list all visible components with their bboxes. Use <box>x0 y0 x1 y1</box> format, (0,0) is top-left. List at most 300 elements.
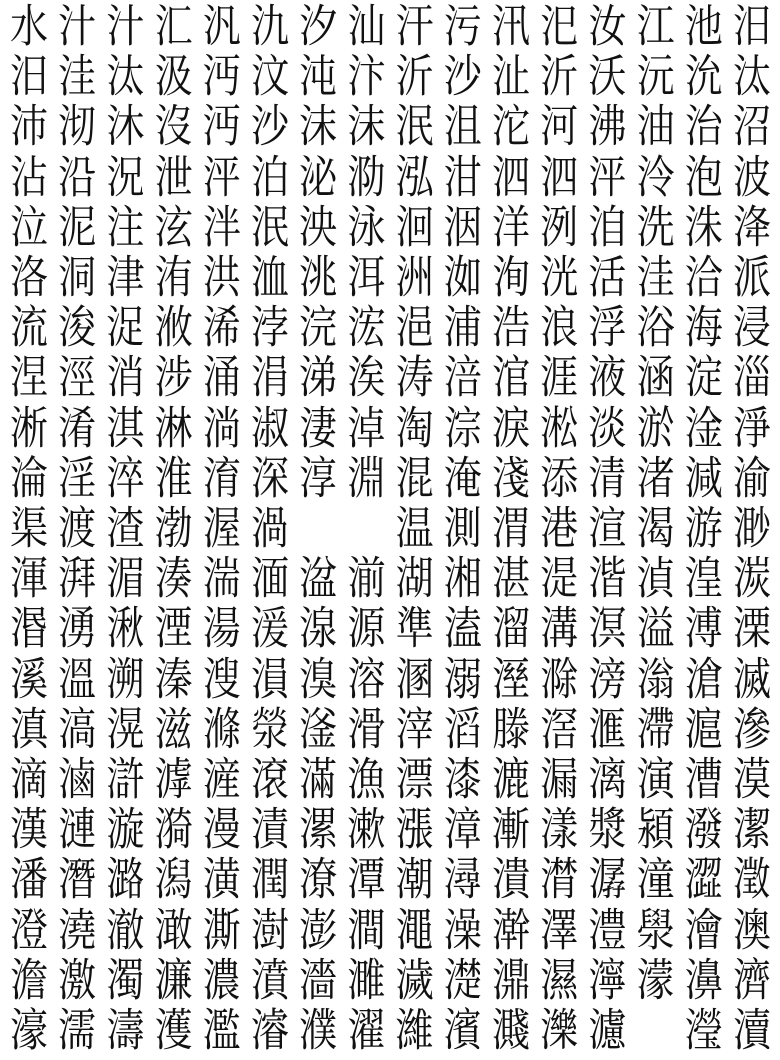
seal-glyph: 演 <box>636 753 675 805</box>
seal-glyph: 洞 <box>58 251 97 303</box>
seal-glyph: 準 <box>395 602 434 655</box>
seal-glyph: 浚 <box>58 301 97 354</box>
seal-glyph: 汗 <box>395 0 434 52</box>
seal-glyph: 汕 <box>347 0 386 52</box>
seal-glyph: 污 <box>443 0 482 52</box>
seal-glyph: 淯 <box>202 451 241 504</box>
seal-glyph: 湖 <box>395 552 434 605</box>
seal-glyph: 濇 <box>299 953 338 1006</box>
seal-glyph: 沐 <box>106 100 145 153</box>
seal-glyph: 洸 <box>540 251 579 303</box>
seal-glyph: 沛 <box>9 100 48 153</box>
seal-glyph: 潑 <box>684 803 723 856</box>
seal-glyph: 澉 <box>154 903 193 956</box>
seal-glyph: 潛 <box>58 853 97 906</box>
seal-glyph: 淖 <box>347 401 386 454</box>
seal-glyph: 泱 <box>299 200 338 253</box>
seal-glyph: 濤 <box>106 1004 145 1056</box>
seal-glyph: 深 <box>250 451 289 504</box>
seal-glyph: 溪 <box>9 652 48 705</box>
seal-glyph: 浮 <box>588 301 627 354</box>
seal-glyph: 涫 <box>491 351 530 404</box>
seal-glyph: 湠 <box>732 552 771 605</box>
seal-glyph: 汛 <box>491 0 530 52</box>
seal-glyph: 滲 <box>732 702 771 755</box>
seal-glyph: 濩 <box>154 1004 193 1056</box>
seal-glyph: 渴 <box>636 502 675 554</box>
seal-glyph: 泐 <box>347 150 386 203</box>
seal-glyph: 淋 <box>154 401 193 454</box>
seal-glyph: 潮 <box>395 853 434 906</box>
seal-glyph: 泗 <box>491 150 530 203</box>
seal-glyph: 汁 <box>106 0 145 52</box>
seal-glyph: 濼 <box>540 1004 579 1056</box>
seal-glyph: 澤 <box>540 903 579 956</box>
seal-glyph: 濋 <box>443 953 482 1006</box>
seal-glyph: 溫 <box>58 652 97 705</box>
seal-glyph: 汇 <box>154 0 193 52</box>
seal-glyph: 潞 <box>106 853 145 906</box>
seal-glyph: 湓 <box>299 552 338 605</box>
seal-glyph: 沮 <box>443 100 482 153</box>
seal-glyph: 漸 <box>491 803 530 856</box>
seal-glyph: 沸 <box>588 100 627 153</box>
seal-glyph: 洄 <box>395 200 434 253</box>
seal-glyph: 渣 <box>106 502 145 554</box>
seal-glyph: 溶 <box>347 652 386 705</box>
seal-glyph: 澍 <box>250 903 289 956</box>
seal-glyph: 渲 <box>588 502 627 554</box>
seal-glyph: 溱 <box>154 652 193 705</box>
seal-glyph: 淮 <box>154 451 193 504</box>
seal-glyph: 泠 <box>636 150 675 203</box>
seal-glyph: 濕 <box>540 953 579 1006</box>
seal-glyph: 沿 <box>58 150 97 203</box>
seal-glyph: 洮 <box>299 251 338 303</box>
seal-glyph: 泣 <box>9 200 48 253</box>
seal-glyph: 漩 <box>106 803 145 856</box>
seal-glyph: 淇 <box>106 401 145 454</box>
seal-glyph: 沼 <box>732 100 771 153</box>
seal-glyph: 潸 <box>540 853 579 906</box>
seal-glyph: 淺 <box>491 451 530 504</box>
seal-glyph: 澂 <box>732 853 771 906</box>
seal-glyph: 淌 <box>202 401 241 454</box>
seal-glyph: 漲 <box>395 803 434 856</box>
seal-glyph: 滎 <box>250 702 289 755</box>
seal-glyph: 注 <box>106 200 145 253</box>
seal-glyph: 溜 <box>491 602 530 655</box>
seal-glyph: 溘 <box>443 602 482 655</box>
seal-glyph: 洌 <box>540 200 579 253</box>
seal-glyph: 濉 <box>347 953 386 1006</box>
seal-glyph: 泮 <box>202 200 241 253</box>
seal-glyph: 涌 <box>202 351 241 404</box>
seal-glyph: 洪 <box>202 251 241 303</box>
seal-glyph: 潦 <box>299 853 338 906</box>
seal-glyph: 汴 <box>347 50 386 103</box>
seal-glyph: 浞 <box>106 301 145 354</box>
seal-glyph: 潁 <box>636 803 675 856</box>
seal-glyph: 潟 <box>154 853 193 906</box>
seal-glyph: 淪 <box>9 451 48 504</box>
seal-glyph: 湛 <box>491 552 530 605</box>
seal-glyph: 液 <box>588 351 627 404</box>
seal-glyph: 泄 <box>154 150 193 203</box>
seal-glyph: 浤 <box>347 301 386 354</box>
seal-glyph: 滾 <box>250 753 289 805</box>
seal-glyph: 洼 <box>636 251 675 303</box>
seal-glyph: 洽 <box>684 251 723 303</box>
seal-glyph: 河 <box>540 100 579 153</box>
seal-glyph: 湧 <box>58 602 97 655</box>
seal-glyph: 温 <box>395 502 434 554</box>
seal-glyph: 淒 <box>299 401 338 454</box>
seal-glyph: 滻 <box>202 753 241 805</box>
seal-glyph: 溧 <box>732 602 771 655</box>
seal-glyph: 沃 <box>588 50 627 103</box>
seal-glyph: 浣 <box>299 301 338 354</box>
seal-glyph: 湟 <box>684 552 723 605</box>
seal-glyph: 漢 <box>9 803 48 856</box>
seal-glyph: 湜 <box>540 552 579 605</box>
seal-glyph: 湔 <box>347 552 386 605</box>
seal-glyph: 浸 <box>732 301 771 354</box>
seal-glyph: 沒 <box>154 100 193 153</box>
seal-glyph: 涕 <box>299 351 338 404</box>
seal-glyph: 渥 <box>202 502 241 554</box>
seal-glyph: 溴 <box>299 652 338 705</box>
seal-glyph: 溷 <box>395 652 434 705</box>
seal-glyph: 涅 <box>9 351 48 404</box>
seal-glyph: 洱 <box>347 251 386 303</box>
seal-glyph: 泌 <box>299 150 338 203</box>
seal-glyph: 滅 <box>732 652 771 705</box>
seal-glyph: 滘 <box>540 702 579 755</box>
seal-glyph: 測 <box>443 502 482 554</box>
seal-glyph: 港 <box>540 502 579 554</box>
seal-glyph: 汁 <box>58 0 97 52</box>
seal-glyph: 潤 <box>250 853 289 906</box>
seal-glyph: 汜 <box>540 0 579 52</box>
seal-glyph: 濠 <box>9 1004 48 1056</box>
seal-glyph: 淙 <box>443 401 482 454</box>
seal-glyph: 源 <box>347 602 386 655</box>
seal-glyph: 滉 <box>106 702 145 755</box>
seal-glyph: 滏 <box>299 702 338 755</box>
seal-glyph: 漾 <box>540 803 579 856</box>
seal-glyph: 漓 <box>588 753 627 805</box>
seal-glyph: 洵 <box>491 251 530 303</box>
seal-glyph: 澹 <box>9 953 48 1006</box>
seal-glyph: 浩 <box>491 301 530 354</box>
seal-glyph: 汐 <box>299 0 338 52</box>
seal-glyph: 漁 <box>347 753 386 805</box>
seal-glyph: 派 <box>732 251 771 303</box>
seal-glyph: 汨 <box>9 50 48 103</box>
seal-glyph: 潔 <box>732 803 771 856</box>
seal-glyph: 濟 <box>732 953 771 1006</box>
seal-glyph: 湝 <box>588 552 627 605</box>
seal-glyph: 泔 <box>443 150 482 203</box>
seal-glyph: 添 <box>540 451 579 504</box>
seal-glyph: 溢 <box>636 602 675 655</box>
seal-glyph: 潢 <box>202 853 241 906</box>
seal-glyph: 溺 <box>443 652 482 705</box>
seal-glyph: 沱 <box>491 100 530 153</box>
seal-glyph: 浡 <box>250 301 289 354</box>
seal-glyph: 洲 <box>395 251 434 303</box>
seal-glyph: 涛 <box>395 351 434 404</box>
seal-glyph: 治 <box>684 100 723 153</box>
seal-glyph: 漱 <box>347 803 386 856</box>
seal-glyph: 沏 <box>58 100 97 153</box>
seal-glyph: 潭 <box>347 853 386 906</box>
seal-glyph: 滃 <box>636 652 675 705</box>
seal-glyph: 濊 <box>395 953 434 1006</box>
seal-glyph: 澈 <box>106 903 145 956</box>
seal-glyph: 江 <box>636 0 675 52</box>
seal-glyph: 渡 <box>58 502 97 554</box>
seal-glyph: 渾 <box>9 552 48 605</box>
seal-glyph: 湫 <box>106 602 145 655</box>
seal-glyph: 澧 <box>588 903 627 956</box>
seal-glyph: 濘 <box>588 953 627 1006</box>
seal-glyph: 滹 <box>154 753 193 805</box>
seal-glyph: 激 <box>58 953 97 1006</box>
seal-glyph: 淤 <box>636 401 675 454</box>
seal-glyph: 淘 <box>395 401 434 454</box>
seal-glyph: 溲 <box>202 652 241 705</box>
seal-glyph: 漪 <box>154 803 193 856</box>
seal-glyph: 滯 <box>636 702 675 755</box>
seal-glyph: 海 <box>684 301 723 354</box>
seal-glyph: 濡 <box>58 1004 97 1056</box>
seal-glyph: 況 <box>106 150 145 203</box>
seal-glyph: 淡 <box>588 401 627 454</box>
seal-glyph: 溟 <box>588 602 627 655</box>
seal-glyph: 池 <box>684 0 723 52</box>
seal-glyph: 淑 <box>250 401 289 454</box>
seal-glyph: 湲 <box>250 602 289 655</box>
seal-glyph: 渭 <box>491 502 530 554</box>
seal-glyph: 洫 <box>250 251 289 303</box>
seal-glyph: 潯 <box>443 853 482 906</box>
seal-glyph: 滓 <box>395 702 434 755</box>
seal-glyph: 漏 <box>540 753 579 805</box>
seal-glyph: 淨 <box>732 401 771 454</box>
seal-glyph: 沔 <box>202 50 241 103</box>
seal-glyph: 漯 <box>299 803 338 856</box>
seal-glyph: 滴 <box>9 753 48 805</box>
seal-glyph: 泫 <box>154 200 193 253</box>
seal-glyph: 滔 <box>443 702 482 755</box>
seal-glyph: 渦 <box>250 502 289 554</box>
seal-glyph: 沾 <box>9 150 48 203</box>
seal-glyph: 洗 <box>636 200 675 253</box>
seal-glyph: 減 <box>684 451 723 504</box>
seal-glyph: 淄 <box>732 351 771 404</box>
seal-glyph: 浦 <box>443 301 482 354</box>
seal-glyph: 泡 <box>684 150 723 203</box>
seal-glyph: 湄 <box>106 552 145 605</box>
seal-glyph: 流 <box>9 301 48 354</box>
seal-glyph: 澮 <box>684 903 723 956</box>
seal-glyph: 沙 <box>443 50 482 103</box>
seal-glyph: 淅 <box>9 401 48 454</box>
seal-glyph: 潼 <box>636 853 675 906</box>
seal-glyph: 滿 <box>299 753 338 805</box>
seal-glyph: 涉 <box>154 351 193 404</box>
seal-glyph: 滁 <box>540 652 579 705</box>
seal-glyph: 泙 <box>202 150 241 203</box>
seal-glyph: 滌 <box>202 702 241 755</box>
seal-glyph: 泊 <box>250 150 289 203</box>
seal-glyph: 漣 <box>58 803 97 856</box>
seal-glyph: 滙 <box>588 702 627 755</box>
seal-glyph: 潘 <box>9 853 48 906</box>
seal-glyph: 沇 <box>684 50 723 103</box>
seal-glyph: 消 <box>106 351 145 404</box>
seal-glyph: 浪 <box>540 301 579 354</box>
seal-glyph: 淆 <box>58 401 97 454</box>
seal-glyph: 濂 <box>154 953 193 1006</box>
seal-glyph: 潺 <box>588 853 627 906</box>
seal-glyph: 沙 <box>250 100 289 153</box>
seal-glyph: 澆 <box>58 903 97 956</box>
seal-glyph: 洼 <box>58 50 97 103</box>
seal-glyph: 滂 <box>588 652 627 705</box>
seal-glyph: 湮 <box>154 602 193 655</box>
seal-glyph: 泗 <box>540 150 579 203</box>
seal-glyph: 漠 <box>732 753 771 805</box>
seal-glyph: 濺 <box>491 1004 530 1056</box>
seal-glyph: 波 <box>732 150 771 203</box>
seal-glyph: 沫 <box>347 100 386 153</box>
seal-glyph: 洙 <box>684 200 723 253</box>
seal-glyph: 渚 <box>636 451 675 504</box>
seal-glyph: 漉 <box>491 753 530 805</box>
seal-glyph: 湣 <box>9 602 48 655</box>
seal-glyph: 湘 <box>443 552 482 605</box>
seal-glyph: 沌 <box>299 50 338 103</box>
seal-glyph: 洇 <box>443 200 482 253</box>
seal-glyph: 湯 <box>202 602 241 655</box>
seal-glyph: 洳 <box>443 251 482 303</box>
seal-glyph: 涘 <box>347 351 386 404</box>
seal-glyph: 滸 <box>106 753 145 805</box>
seal-glyph: 濁 <box>106 953 145 1006</box>
seal-glyph: 汲 <box>154 50 193 103</box>
seal-glyph: 濛 <box>636 953 675 1006</box>
seal-glyph: 澡 <box>443 903 482 956</box>
seal-glyph: 溝 <box>540 602 579 655</box>
seal-glyph: 漳 <box>443 803 482 856</box>
seal-glyph: 涵 <box>636 351 675 404</box>
seal-glyph: 滈 <box>58 702 97 755</box>
seal-glyph: 滷 <box>58 753 97 805</box>
seal-glyph: 淦 <box>684 401 723 454</box>
seal-glyph: 渺 <box>732 502 771 554</box>
seal-glyph: 浠 <box>202 301 241 354</box>
seal-glyph: 漿 <box>588 803 627 856</box>
seal-glyph: 濾 <box>588 1004 627 1056</box>
seal-glyph: 淞 <box>540 401 579 454</box>
seal-glyph: 清 <box>588 451 627 504</box>
seal-glyph: 淵 <box>347 451 386 504</box>
seal-glyph: 渝 <box>732 451 771 504</box>
seal-glyph: 淹 <box>443 451 482 504</box>
seal-glyph: 洎 <box>588 200 627 253</box>
seal-glyph: 淚 <box>491 401 530 454</box>
seal-glyph: 瀆 <box>732 1004 771 1056</box>
seal-glyph: 滕 <box>491 702 530 755</box>
seal-glyph: 湶 <box>299 602 338 655</box>
seal-glyph: 湞 <box>636 552 675 605</box>
seal-glyph: 澳 <box>732 903 771 956</box>
seal-glyph: 油 <box>636 100 675 153</box>
seal-glyph: 汶 <box>250 50 289 103</box>
seal-glyph: 淫 <box>58 451 97 504</box>
seal-glyph: 浟 <box>154 301 193 354</box>
seal-glyph: 渤 <box>154 502 193 554</box>
seal-glyph: 漆 <box>443 753 482 805</box>
seal-glyph: 漬 <box>250 803 289 856</box>
seal-glyph: 泯 <box>395 100 434 153</box>
seal-glyph: 湊 <box>154 552 193 605</box>
seal-glyph: 沂 <box>395 50 434 103</box>
seal-glyph: 泳 <box>347 200 386 253</box>
seal-glyph: 澄 <box>9 903 48 956</box>
seal-glyph: 滑 <box>347 702 386 755</box>
seal-glyph: 漂 <box>395 753 434 805</box>
seal-glyph: 沫 <box>299 100 338 153</box>
seal-glyph: 溼 <box>491 652 530 705</box>
seal-glyph: 混 <box>395 451 434 504</box>
seal-glyph: 溥 <box>684 602 723 655</box>
seal-glyph: 沔 <box>202 100 241 153</box>
seal-glyph: 津 <box>106 251 145 303</box>
seal-glyph: 滋 <box>154 702 193 755</box>
seal-glyph: 溯 <box>106 652 145 705</box>
seal-glyph: 澩 <box>636 903 675 956</box>
seal-glyph: 活 <box>588 251 627 303</box>
seal-glyph: 漫 <box>202 803 241 856</box>
seal-glyph: 汝 <box>588 0 627 52</box>
seal-glyph: 浴 <box>636 301 675 354</box>
seal-glyph: 洋 <box>491 200 530 253</box>
seal-glyph: 涯 <box>540 351 579 404</box>
seal-glyph: 溳 <box>250 652 289 705</box>
seal-glyph: 濃 <box>202 953 241 1006</box>
seal-glyph: 汰 <box>732 50 771 103</box>
seal-glyph: 湍 <box>202 552 241 605</box>
seal-glyph: 淬 <box>106 451 145 504</box>
seal-glyph: 瀅 <box>684 1004 723 1056</box>
seal-glyph: 澀 <box>684 853 723 906</box>
seal-glyph: 淀 <box>684 351 723 404</box>
seal-glyph: 濯 <box>347 1004 386 1056</box>
seal-glyph: 汨 <box>732 0 771 52</box>
seal-glyph: 澎 <box>299 903 338 956</box>
seal-glyph: 渠 <box>9 502 48 554</box>
seal-glyph: 涇 <box>58 351 97 404</box>
seal-glyph: 濫 <box>202 1004 241 1056</box>
seal-glyph: 滬 <box>684 702 723 755</box>
seal-glyph: 沅 <box>636 50 675 103</box>
seal-glyph: 淳 <box>299 451 338 504</box>
seal-glyph: 濮 <box>299 1004 338 1056</box>
